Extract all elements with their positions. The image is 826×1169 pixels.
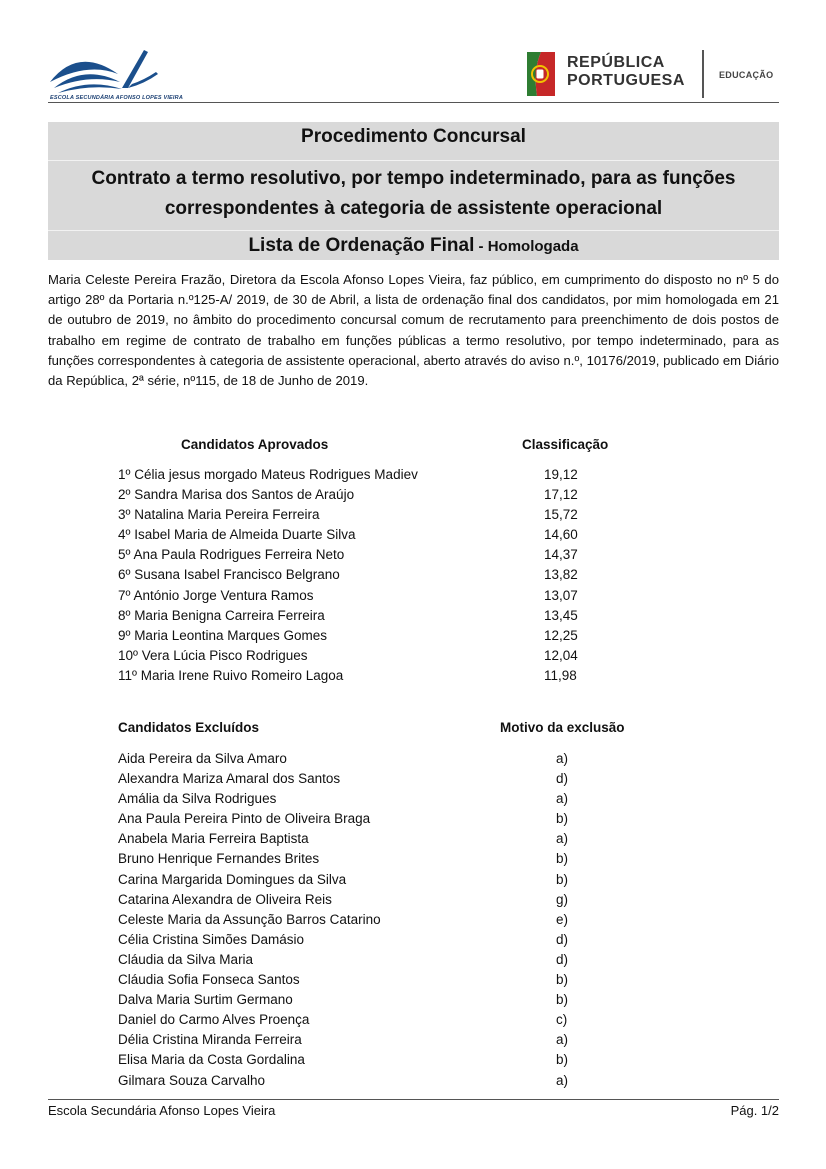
candidate-name: Celeste Maria da Assunção Barros Catarino xyxy=(118,911,381,927)
list-title xyxy=(48,235,779,257)
candidate-name: 1º Célia jesus morgado Mateus Rodrigues Madiev xyxy=(118,467,418,482)
exclusion-reason: a) xyxy=(556,751,569,766)
list-title-main: Lista de Ordenação Final xyxy=(248,235,475,256)
excluded-row xyxy=(118,811,598,831)
exclusion-reason: b) xyxy=(556,811,569,827)
excluded-row xyxy=(118,1052,598,1072)
exclusion-reason: d) xyxy=(556,931,569,947)
school-logo xyxy=(48,44,183,102)
exclusion-reason: b) xyxy=(556,851,569,867)
exclusion-reason: a) xyxy=(556,1032,569,1048)
subtitle-line2: correspondentes à categoria de assistente operacional xyxy=(164,198,663,219)
candidate-score: 17,12 xyxy=(544,487,578,503)
subtitle-line1: Contrato a termo resolutivo, por tempo indeterminado, para as funções xyxy=(91,168,736,189)
candidate-score: 11,98 xyxy=(544,667,577,683)
school-logo-icon xyxy=(48,44,160,94)
exclusion-reason: b) xyxy=(556,1052,569,1068)
candidate-name: 11º Maria Irene Ruivo Romeiro Lagoa xyxy=(118,667,344,683)
candidate-name: 7º António Jorge Ventura Ramos xyxy=(118,587,314,603)
candidate-name: Elisa Maria da Costa Gordalina xyxy=(118,1052,305,1068)
candidate-name: Daniel do Carmo Alves Proença xyxy=(118,1012,310,1028)
candidate-score: 14,37 xyxy=(544,547,578,563)
approved-row xyxy=(118,467,598,487)
candidate-name: Catarina Alexandra de Oliveira Reis xyxy=(118,891,332,907)
excluded-row xyxy=(118,1073,598,1093)
candidate-name: Cláudia Sofia Fonseca Santos xyxy=(118,972,300,988)
title-box xyxy=(48,122,779,260)
candidate-name: Amália da Silva Rodrigues xyxy=(118,791,277,807)
excluded-list xyxy=(118,751,598,1093)
exclusion-reason: c) xyxy=(556,1012,568,1028)
exclusion-reason: b) xyxy=(556,972,569,988)
candidate-name: 8º Maria Benigna Carreira Ferreira xyxy=(118,607,325,623)
candidate-name: 6º Susana Isabel Francisco Belgrano xyxy=(118,567,340,583)
approved-row xyxy=(118,608,598,628)
approved-header-score: Classificação xyxy=(522,437,609,452)
approved-row xyxy=(118,527,598,547)
candidate-name: 5º Ana Paula Rodrigues Ferreira Neto xyxy=(118,547,345,563)
footer-school-name: Escola Secundária Afonso Lopes Vieira xyxy=(48,1103,276,1118)
approved-row xyxy=(118,628,598,648)
excluded-row xyxy=(118,912,598,932)
exclusion-reason: b) xyxy=(556,871,569,887)
title-separator xyxy=(48,160,779,161)
excluded-row xyxy=(118,851,598,871)
candidate-score: 13,82 xyxy=(544,567,578,583)
excluded-row xyxy=(118,952,598,972)
ministry-label: EDUCAÇÃO xyxy=(719,70,774,80)
excluded-row xyxy=(118,1012,598,1032)
candidate-name: 4º Isabel Maria de Almeida Duarte Silva xyxy=(118,527,356,543)
exclusion-reason: a) xyxy=(556,1072,569,1088)
document-subtitle xyxy=(48,164,779,224)
portugal-flag-emblem-icon xyxy=(523,50,559,98)
approved-row xyxy=(118,668,598,688)
page-header xyxy=(48,44,779,102)
footer-page-number: Pág. 1/2 xyxy=(730,1103,779,1118)
approved-row xyxy=(118,487,598,507)
approved-header-name: Candidatos Aprovados xyxy=(181,437,329,452)
exclusion-reason: g) xyxy=(556,891,569,907)
approved-list xyxy=(118,467,598,688)
candidate-name: Cláudia da Silva Maria xyxy=(118,951,254,967)
approved-row xyxy=(118,648,598,668)
candidate-name: 3º Natalina Maria Pereira Ferreira xyxy=(118,507,320,523)
candidate-score: 19,12 xyxy=(544,467,578,482)
exclusion-reason: a) xyxy=(556,791,569,807)
candidate-score: 12,04 xyxy=(544,647,578,663)
candidate-name: Ana Paula Pereira Pinto de Oliveira Braga xyxy=(118,811,371,827)
candidate-name: 10º Vera Lúcia Pisco Rodrigues xyxy=(118,647,308,663)
document-title: Procedimento Concursal xyxy=(301,126,526,147)
footer-rule xyxy=(48,1099,779,1100)
candidate-score: 12,25 xyxy=(544,627,578,643)
excluded-header-name: Candidatos Excluídos xyxy=(118,720,260,735)
excluded-row xyxy=(118,872,598,892)
candidate-name: Délia Cristina Miranda Ferreira xyxy=(118,1032,302,1048)
approved-row xyxy=(118,588,598,608)
excluded-row xyxy=(118,751,598,771)
candidate-name: Aida Pereira da Silva Amaro xyxy=(118,751,287,766)
exclusion-reason: b) xyxy=(556,992,569,1008)
candidate-name: 9º Maria Leontina Marques Gomes xyxy=(118,627,328,643)
candidate-name: Dalva Maria Surtim Germano xyxy=(118,992,293,1008)
government-logo xyxy=(523,48,773,100)
exclusion-reason: d) xyxy=(556,771,569,787)
header-divider xyxy=(702,50,704,98)
excluded-row xyxy=(118,791,598,811)
candidate-name: Gilmara Souza Carvalho xyxy=(118,1072,266,1088)
excluded-row xyxy=(118,972,598,992)
gov-name-line2: PORTUGUESA xyxy=(567,72,685,89)
excluded-header-reason: Motivo da exclusão xyxy=(500,720,625,735)
approved-row xyxy=(118,547,598,567)
excluded-row xyxy=(118,771,598,791)
excluded-row xyxy=(118,892,598,912)
exclusion-reason: d) xyxy=(556,951,569,967)
candidate-name: Anabela Maria Ferreira Baptista xyxy=(118,831,309,847)
title-separator xyxy=(48,230,779,231)
candidate-name: Carina Margarida Domingues da Silva xyxy=(118,871,347,887)
gov-name-line1: REPÚBLICA xyxy=(567,54,665,71)
candidate-name: Célia Cristina Simões Damásio xyxy=(118,931,305,947)
candidate-score: 13,45 xyxy=(544,607,578,623)
excluded-row xyxy=(118,1032,598,1052)
school-logo-text: ESCOLA SECUNDÁRIA AFONSO LOPES VIEIRA xyxy=(50,95,183,101)
candidate-name: 2º Sandra Marisa dos Santos de Araújo xyxy=(118,487,355,503)
candidate-name: Alexandra Mariza Amaral dos Santos xyxy=(118,771,341,787)
approved-row xyxy=(118,507,598,527)
candidate-name: Bruno Henrique Fernandes Brites xyxy=(118,851,320,867)
excluded-row xyxy=(118,932,598,952)
candidate-score: 14,60 xyxy=(544,527,578,543)
list-title-status: - Homologada xyxy=(474,238,579,255)
intro-paragraph: Maria Celeste Pereira Frazão, Diretora da Escola Afonso Lopes Vieira, faz público, em cumprimento do disposto no nº 5 do artigo 28º da Portaria n.º125-A/ 2019, de 30 de Abril, a lista de ordenação final dos candidatos, por mim homologada em 21 de outubro de 2019, no âmbito do procedimento concursal comum de recrutamento para preenchimento de dois postos de trabalho em regime de contrato de trabalho em funções públicas a termo resolutivo, por tempo indeterminado, para as funções correspondentes à categoria de assistente operacional, aberto através do aviso n.º, 10176/2019, publicado em Diário da República, 2ª série, nº115, de 18 de Junho de 2019. xyxy=(48,272,779,389)
candidate-score: 15,72 xyxy=(544,507,578,523)
excluded-row xyxy=(118,992,598,1012)
header-rule xyxy=(48,102,779,103)
exclusion-reason: e) xyxy=(556,911,569,927)
approved-row xyxy=(118,567,598,587)
excluded-row xyxy=(118,831,598,851)
candidate-score: 13,07 xyxy=(544,587,578,603)
exclusion-reason: a) xyxy=(556,831,569,847)
